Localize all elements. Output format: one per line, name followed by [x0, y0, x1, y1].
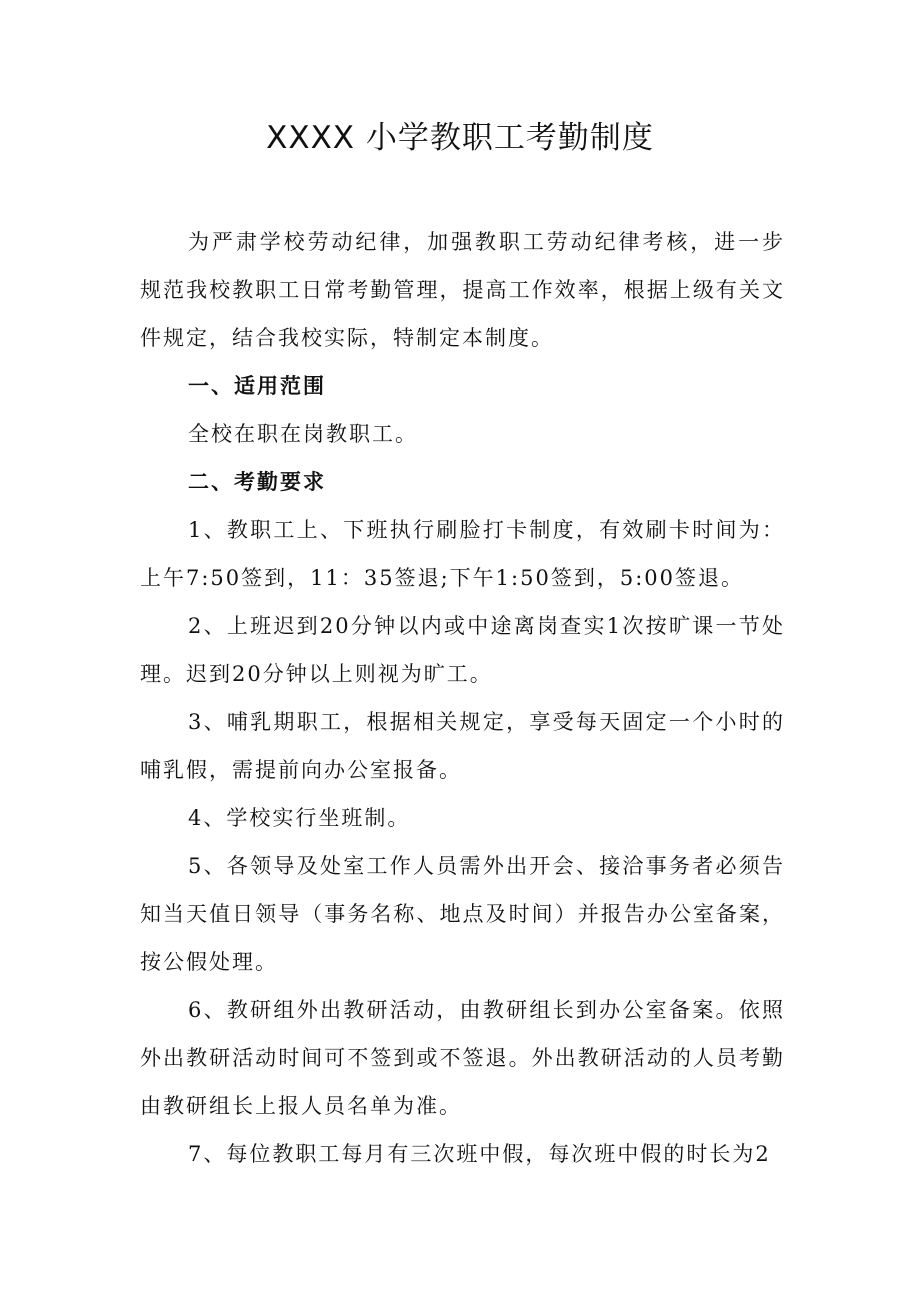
rule-paragraph-2: 2、上班迟到20分钟以内或中途离岗查实1次按旷课一节处理。迟到20分钟以上则视为旷工。	[140, 614, 785, 686]
rule-paragraph-3: 3、哺乳期职工，根据相关规定，享受每天固定一个小时的哺乳假，需提前向办公室报备。	[140, 710, 785, 782]
section-heading-scope: 一、适用范围	[188, 374, 326, 398]
rule-paragraph-1: 1、教职工上、下班执行刷脸打卡制度，有效刷卡时间为：上午7:50签到，11：35签退;下午1:50签到，5:00签退。	[140, 518, 785, 590]
section-heading-requirements: 二、考勤要求	[188, 470, 326, 494]
intro-paragraph: 为严肃学校劳动纪律，加强教职工劳动纪律考核，进一步规范我校教职工日常考勤管理，提高工作效率，根据上级有关文件规定，结合我校实际，特制定本制度。	[140, 230, 785, 350]
rule-paragraph-6: 6、教研组外出教研活动，由教研组长到办公室备案。依照外出教研活动时间可不签到或不签退。外出教研活动的人员考勤由教研组长上报人员名单为准。	[140, 998, 785, 1118]
document-body	[140, 218, 785, 1178]
rule-paragraph-4: 4、学校实行坐班制。	[188, 806, 411, 830]
document-title: XXXX 小学教职工考勤制度	[266, 120, 654, 156]
rule-paragraph-7: 7、每位教职工每月有三次班中假，每次班中假的时长为2	[188, 1142, 771, 1166]
rule-paragraph-5: 5、各领导及处室工作人员需外出开会、接洽事务者必须告知当天值日领导（事务名称、地点及时间）并报告办公室备案，按公假处理。	[140, 854, 785, 974]
scope-paragraph: 全校在职在岗教职工。	[188, 422, 418, 446]
